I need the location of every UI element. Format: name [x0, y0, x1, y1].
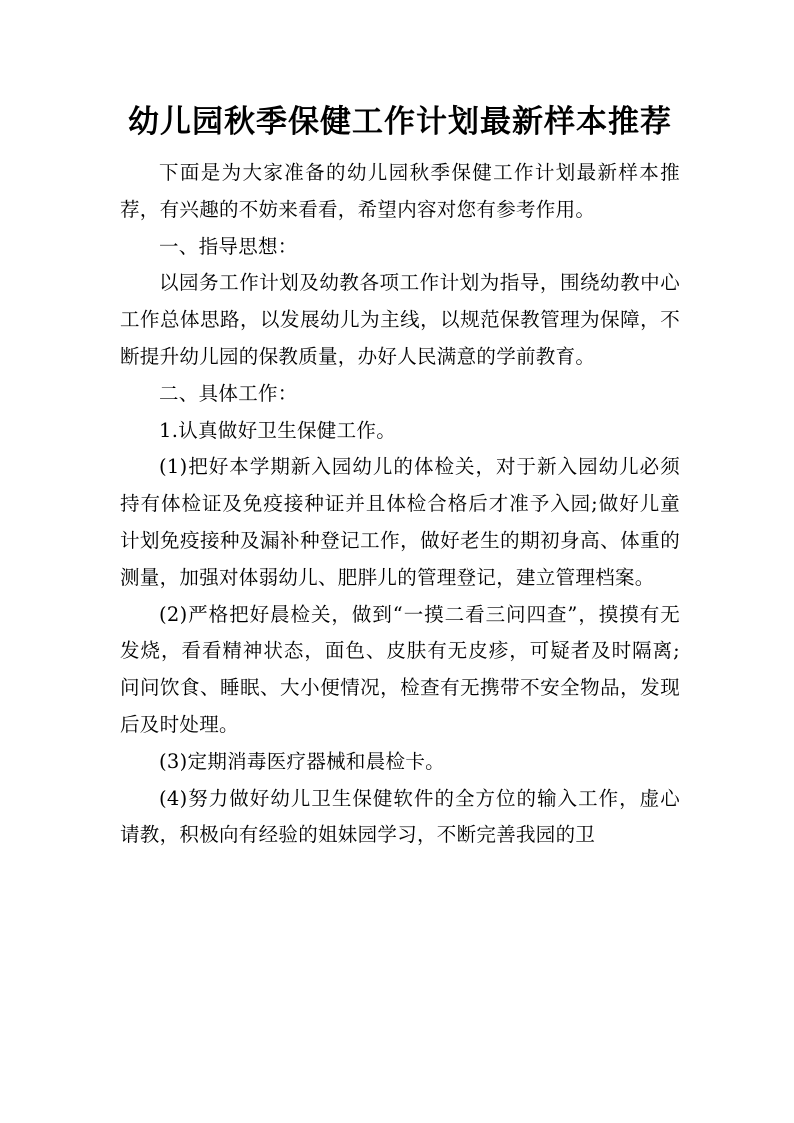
item-2-paragraph: (2)严格把好晨检关，做到“一摸二看三问四查”，摸摸有无发烧，看看精神状态，面色、皮肤有无皮疹，可疑者及时隔离;问问饮食、睡眠、大小便情况，检查有无携带不安全物品，发现后及时处理。	[120, 602, 680, 736]
intro-paragraph: 下面是为大家准备的幼儿园秋季保健工作计划最新样本推荐，有兴趣的不妨来看看，希望内容对您有参考作用。	[120, 161, 680, 221]
document-title: 幼儿园秋季保健工作计划最新样本推荐	[128, 104, 672, 140]
item-3-paragraph: (3)定期消毒医疗器械和晨检卡。	[159, 749, 445, 773]
section-heading-specific-work: 二、具体工作：	[159, 381, 298, 405]
section-heading-guiding-ideology: 一、指导思想：	[159, 234, 298, 258]
item-4-paragraph: (4)努力做好幼儿卫生保健软件的全方位的输入工作，虚心请教，积极向有经验的姐妹园学习，不断完善我园的卫	[120, 786, 680, 847]
item-1-paragraph: (1)把好本学期新入园幼儿的体检关，对于新入园幼儿必须持有体检证及免疫接种证并且体检合格后才准予入园;做好儿童计划免疫接种及漏补种登记工作，做好老生的期初身高、体重的测量，加强对体弱幼儿、肥胖儿的管理登记，建立管理档案。	[120, 455, 680, 589]
subsection-heading-health-care: 1.认真做好卫生保健工作。	[159, 418, 397, 442]
document-body	[120, 155, 680, 854]
guiding-ideology-paragraph: 以园务工作计划及幼教各项工作计划为指导，围绕幼教中心工作总体思路，以发展幼儿为主线，以规范保教管理为保障，不断提升幼儿园的保教质量，办好人民满意的学前教育。	[120, 271, 680, 368]
